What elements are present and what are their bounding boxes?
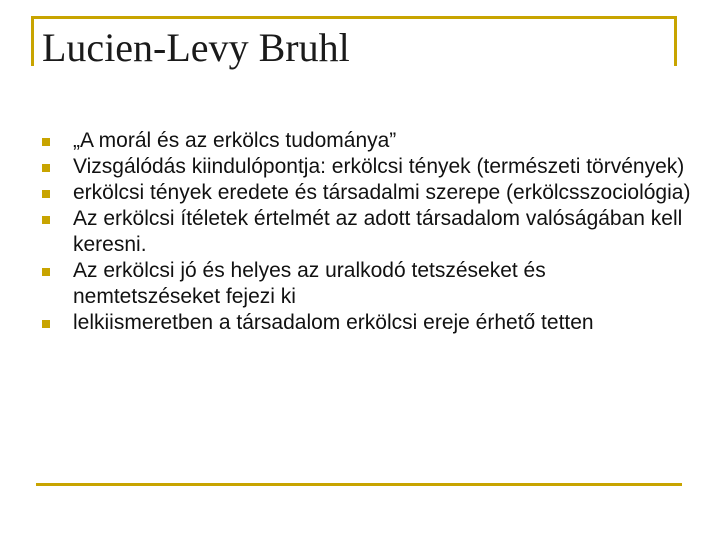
bullet-item bbox=[42, 180, 692, 206]
square-bullet-icon bbox=[42, 190, 50, 198]
bullet-text: „A morál és az erkölcs tudománya” bbox=[73, 129, 397, 152]
bullet-item bbox=[42, 206, 692, 258]
bullet-item bbox=[42, 154, 692, 180]
square-bullet-icon bbox=[42, 164, 50, 172]
bullet-item bbox=[42, 258, 692, 310]
bullet-text: Vizsgálódás kiindulópontja: erkölcsi tények (természeti törvények) bbox=[73, 155, 685, 178]
square-bullet-icon bbox=[42, 320, 50, 328]
title-frame-right-rule bbox=[674, 16, 677, 66]
bullet-item bbox=[42, 310, 692, 336]
title-frame-left-rule bbox=[31, 16, 34, 66]
bullet-text: lelkiismeretben a társadalom erkölcsi ereje érhető tetten bbox=[73, 311, 594, 334]
square-bullet-icon bbox=[42, 138, 50, 146]
square-bullet-icon bbox=[42, 216, 50, 224]
title-frame-top-rule bbox=[31, 16, 677, 19]
slide-title: Lucien-Levy Bruhl bbox=[42, 25, 350, 70]
bullet-list bbox=[42, 128, 692, 336]
bullet-text: erkölcsi tények eredete és társadalmi szerepe (erkölcsszociológia) bbox=[73, 181, 691, 204]
bullet-text: Az erkölcsi ítéletek értelmét az adott társadalom valóságában kell keresni. bbox=[73, 207, 683, 256]
square-bullet-icon bbox=[42, 268, 50, 276]
bullet-item bbox=[42, 128, 692, 154]
bullet-text: Az erkölcsi jó és helyes az uralkodó tetszéseket és nemtetszéseket fejezi ki bbox=[73, 259, 546, 308]
bottom-rule bbox=[36, 483, 682, 486]
